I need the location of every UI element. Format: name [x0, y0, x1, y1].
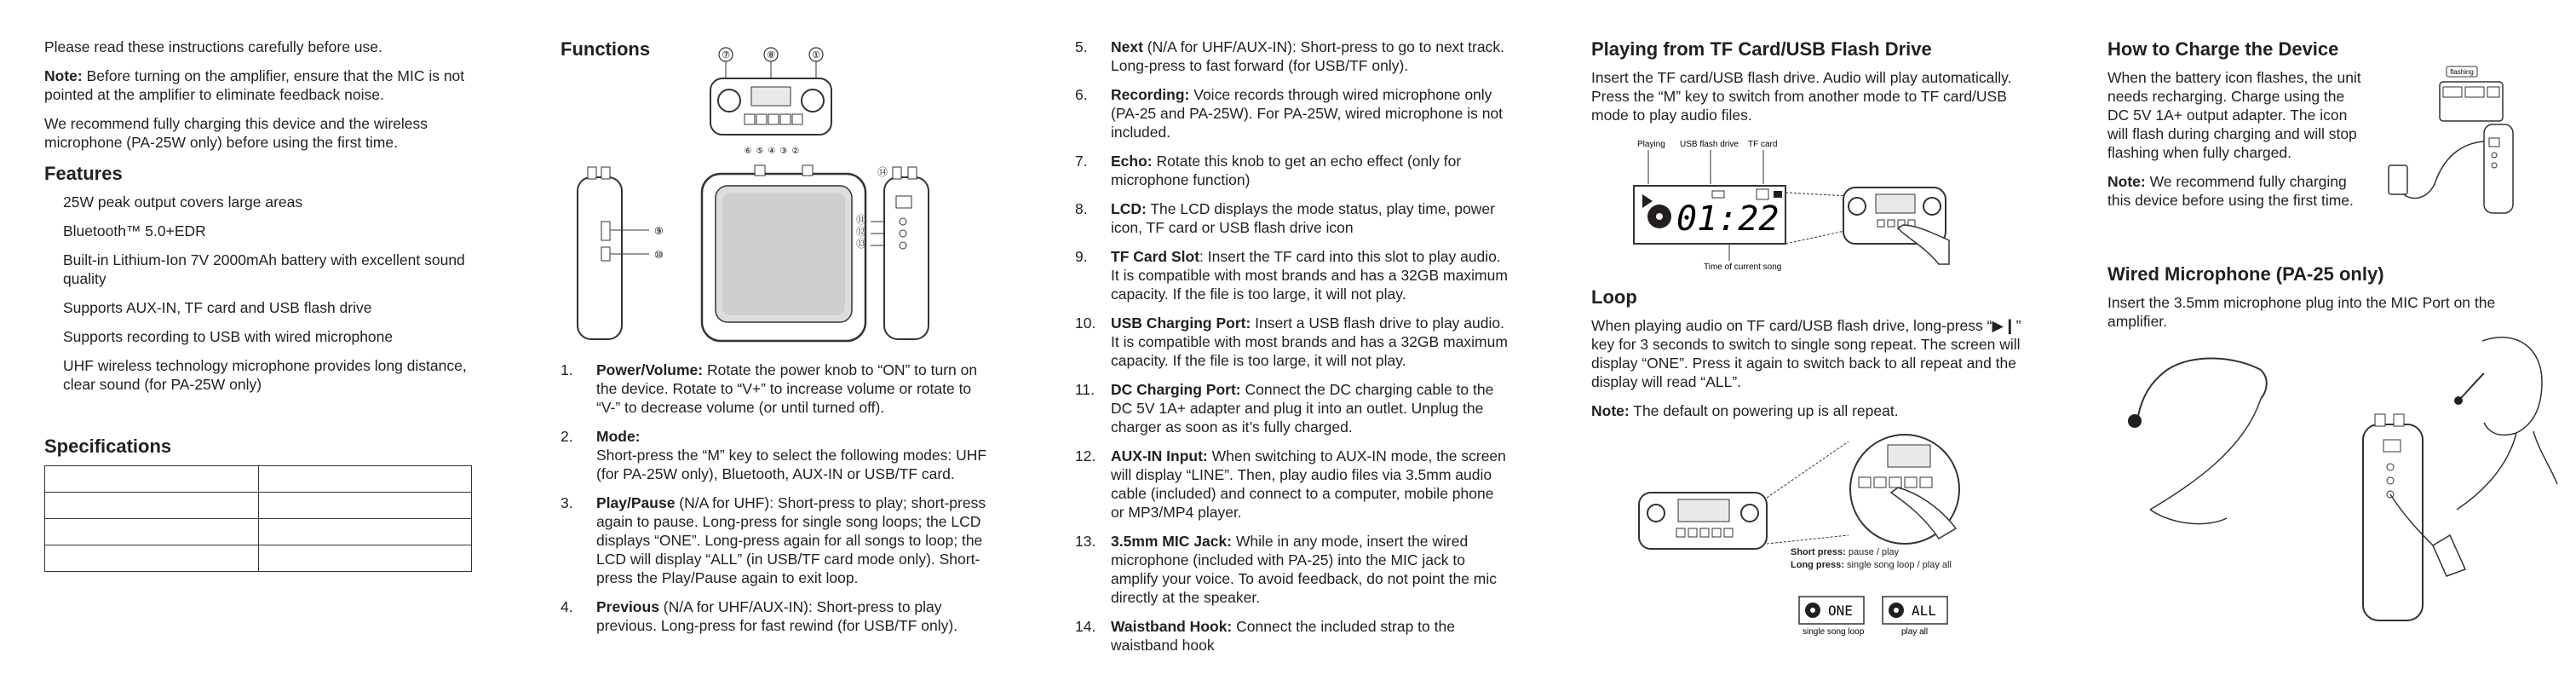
press-legend: Short press: pause / play Long press: single song loop / play all	[1791, 547, 1952, 570]
function-item: 6. Recording: Voice records through wired microphone only (PA-25 and PA-25W). For PA-25W, wired microphone is not included.	[1075, 86, 1504, 141]
lcd-time: 01:22	[1676, 199, 1780, 239]
functions-list-b	[1075, 38, 1509, 665]
charge-diagram	[2383, 65, 2520, 218]
play-pause-key-glyph: ▶❙	[1992, 317, 2016, 334]
feature-item: Supports recording to USB with wired microphone	[63, 328, 394, 345]
table-cell	[258, 493, 472, 519]
callout-4: ④	[768, 147, 776, 156]
specifications-heading: Specifications	[44, 436, 172, 457]
callout-14: ⑭	[877, 166, 888, 178]
table-cell	[45, 545, 259, 572]
one-display: ONE	[1828, 603, 1853, 619]
adapter-icon	[2389, 165, 2407, 194]
device-views-diagram	[576, 162, 934, 349]
feature-item: Supports AUX-IN, TF card and USB flash drive	[63, 299, 372, 316]
wired-text: Insert the 3.5mm microphone plug into the MIC Port on the amplifier.	[2107, 294, 2496, 330]
specifications-table	[44, 465, 472, 572]
callout-9: ⑨	[654, 225, 664, 237]
note-label: Note:	[44, 67, 83, 84]
table-cell	[258, 545, 472, 572]
function-item: 10. USB Charging Port: Insert a USB flash drive to play audio. It is compatible with most brands and has a 32GB maximum capacity. If the file is too large, it will not play.	[1075, 314, 1508, 369]
features-list	[44, 193, 487, 394]
please-read-text: Please read these instructions carefully before use.	[44, 38, 382, 55]
flashing-label: flashing	[2450, 68, 2474, 76]
person-head-icon	[2482, 338, 2542, 436]
function-item: 3. Play/Pause (N/A for UHF): Short-press to play; short-press again to pause. Long-press for single song loops; the LCD displays “ONE”. Long-press again for all songs to loop; the LCD will display “ALL” (in USB/TF card mode only). Short-press the Play/Pause again to exit loop.	[561, 494, 986, 586]
lcd-label-tf: TF card	[1748, 140, 1778, 149]
function-item: 2. Mode: Short-press the “M” key to select the following modes: UHF (for PA-25W only), Bluetooth, AUX-IN or USB/TF card.	[561, 428, 987, 482]
table-cell	[45, 466, 259, 493]
wired-heading: Wired Microphone (PA-25 only)	[2107, 263, 2384, 285]
callout-10: ⑩	[654, 249, 664, 261]
table-row	[45, 466, 472, 493]
side-callouts	[856, 214, 866, 250]
callout-3: ③	[779, 147, 788, 156]
note-text: Before turning on the amplifier, ensure that the MIC is not pointed at the amplifier to eliminate feedback noise.	[44, 67, 465, 103]
feature-item: Built-in Lithium-Ion 7V 2000mAh battery with excellent sound quality	[63, 251, 465, 287]
loop-text: When playing audio on TF card/USB flash drive, long-press “▶❙” key for 3 seconds to switch to single song repeat. The screen will display “ONE”. Press it again to switch back to all repeat and the display will read “ALL”.	[1591, 317, 2021, 390]
charge-heading: How to Charge the Device	[2107, 38, 2339, 60]
feature-item: 25W peak output covers large areas	[63, 193, 303, 211]
table-row	[45, 519, 472, 545]
feature-item: UHF wireless technology microphone provides long distance, clear sound (for PA-25W only)	[63, 357, 467, 393]
callout-5: ⑤	[756, 147, 764, 156]
battery-icon	[1774, 191, 1782, 198]
function-item: 5. Next (N/A for UHF/AUX-IN): Short-press to go to next track. Long-press to fast forward (for USB/TF only).	[1075, 38, 1504, 74]
lcd-label-playing: Playing	[1637, 140, 1665, 149]
table-row	[45, 545, 472, 572]
functions-heading: Functions	[561, 38, 651, 60]
hand-plug-icon	[2433, 535, 2465, 576]
table-cell	[258, 466, 472, 493]
function-item: 8. LCD: The LCD displays the mode status, play time, power icon, TF card or USB flash drive icon	[1075, 200, 1495, 236]
wired-mic-diagram	[2116, 322, 2559, 646]
loop-diagram	[1636, 433, 1985, 638]
table-cell	[45, 519, 259, 545]
table-row	[45, 493, 472, 519]
all-display: ALL	[1912, 603, 1936, 619]
callout-6: ⑥	[744, 147, 752, 156]
callout-1: ①	[812, 50, 820, 61]
table-cell	[45, 493, 259, 519]
callout-12: ⑫	[856, 226, 867, 238]
feature-item: Bluetooth™ 5.0+EDR	[63, 222, 206, 239]
charge-section	[2107, 38, 2363, 220]
intro-note	[44, 66, 487, 104]
tf-usb-heading: Playing from TF Card/USB Flash Drive	[1591, 38, 1932, 60]
callout-13: ⑬	[856, 238, 867, 250]
lcd-time-label: Time of current song	[1704, 262, 1782, 272]
callout-11: ⑪	[856, 214, 867, 226]
table-cell	[258, 519, 472, 545]
one-caption: single song loop	[1803, 627, 1865, 637]
function-item: 12. AUX-IN Input: When switching to AUX-IN mode, the screen will display “LINE”. Then, play audio files via 3.5mm audio cable (included) and connect to a computer, mobile phone or MP3/MP4 player.	[1075, 447, 1506, 521]
lcd-label-usb: USB flash drive	[1680, 140, 1739, 149]
features-heading: Features	[44, 163, 123, 184]
charge-text: When the battery icon flashes, the unit needs recharging. Charge using the DC 5V 1A+ output adapter. The icon will flash during charging and will stop flashing when fully charged.	[2107, 69, 2361, 161]
function-item: 4. Previous (N/A for UHF/AUX-IN): Short-press to play previous. Long-press for fast rewind (for USB/TF only).	[561, 598, 958, 634]
loop-heading: Loop	[1591, 286, 1637, 308]
recommend-text: We recommend fully charging this device and the wireless microphone (PA-25W only) before using the first time.	[44, 115, 428, 151]
loop-section	[1591, 286, 2034, 430]
intro-column	[44, 38, 487, 404]
tf-usb-text: Insert the TF card/USB flash drive. Audio will play automatically. Press the “M” key to switch from another mode to TF card/USB mode to play audio files.	[1591, 69, 2012, 124]
function-item: 7. Echo: Rotate this knob to get an echo effect (only for microphone function)	[1075, 153, 1462, 188]
mic-capsule-icon	[2128, 414, 2142, 428]
function-item: 11. DC Charging Port: Connect the DC charging cable to the DC 5V 1A+ adapter and plug it into an outlet. Unplug the charger as soon as it’s fully charged.	[1075, 381, 1494, 436]
function-item: 13. 3.5mm MIC Jack: While in any mode, insert the wired microphone (included with PA-25) into the MIC jack to amplify your voice. To avoid feedback, do not point the mic directly at the speaker.	[1075, 533, 1497, 606]
function-item: 9. TF Card Slot: Insert the TF card into this slot to play audio. It is compatible with most brands and has a 32GB maximum capacity. If the file is too large, it will not play.	[1075, 248, 1508, 303]
tf-usb-section	[1591, 38, 2034, 135]
loop-note: Note: The default on powering up is all repeat.	[1591, 402, 1899, 419]
device-top-diagram	[707, 39, 835, 159]
callout-2: ②	[791, 147, 800, 156]
function-item: 1. Power/Volume: Rotate the power knob to “ON” to turn on the device. Rotate to “V+” to increase volume or rotate to “V-” to decrease volume (or until turned off).	[561, 361, 978, 416]
all-caption: play all	[1901, 627, 1929, 637]
charge-note: Note: We recommend fully charging this device before using the first time.	[2107, 173, 2354, 209]
functions-list-a	[561, 361, 995, 645]
callout-7: ⑦	[722, 50, 730, 61]
callout-8: ⑧	[767, 50, 775, 61]
lcd-diagram	[1627, 136, 1951, 273]
function-item: 14. Waistband Hook: Connect the included strap to the waistband hook	[1075, 618, 1455, 654]
